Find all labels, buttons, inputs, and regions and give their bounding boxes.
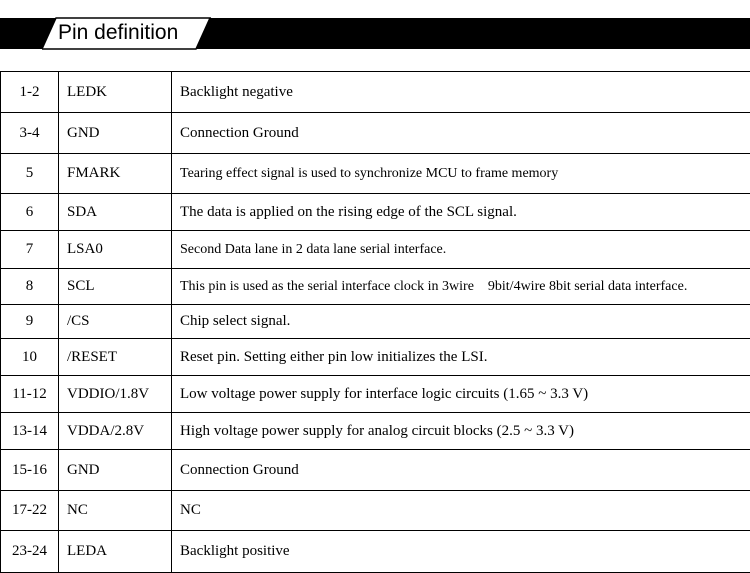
pin-name: LEDK	[59, 72, 172, 113]
pin-description: Tearing effect signal is used to synchronize MCU to frame memory	[172, 154, 750, 194]
pin-number: 9	[1, 305, 59, 339]
pin-number: 10	[1, 339, 59, 376]
pin-number: 11-12	[1, 376, 59, 413]
table-row	[1, 305, 750, 339]
pin-description: Second Data lane in 2 data lane serial interface.	[172, 231, 750, 269]
pin-name: GND	[59, 113, 172, 154]
pin-description: Low voltage power supply for interface logic circuits (1.65 ~ 3.3 V)	[172, 376, 750, 413]
table-row	[1, 72, 750, 113]
pin-number: 23-24	[1, 531, 59, 573]
pin-name: LEDA	[59, 531, 172, 573]
table-row	[1, 413, 750, 450]
pin-description: Connection Ground	[172, 450, 750, 491]
pin-number: 1-2	[1, 72, 59, 113]
table-row	[1, 491, 750, 531]
pin-description: NC	[172, 491, 750, 531]
pin-description: Backlight negative	[172, 72, 750, 113]
pin-number: 5	[1, 154, 59, 194]
pin-name: NC	[59, 491, 172, 531]
pin-name: VDDIO/1.8V	[59, 376, 172, 413]
pin-description: Reset pin. Setting either pin low initializes the LSI.	[172, 339, 750, 376]
pin-definition-table	[0, 71, 750, 573]
pin-name: FMARK	[59, 154, 172, 194]
pin-name: /RESET	[59, 339, 172, 376]
table-row	[1, 450, 750, 491]
pin-number: 13-14	[1, 413, 59, 450]
pin-name: GND	[59, 450, 172, 491]
pin-number: 7	[1, 231, 59, 269]
table-row	[1, 113, 750, 154]
pin-description: This pin is used as the serial interface clock in 3wire 9bit/4wire 8bit serial data interface.	[172, 269, 750, 305]
pin-name: /CS	[59, 305, 172, 339]
pin-description: Backlight positive	[172, 531, 750, 573]
table-row	[1, 269, 750, 305]
pin-number: 15-16	[1, 450, 59, 491]
pin-number: 6	[1, 194, 59, 231]
table-row	[1, 154, 750, 194]
pin-name: VDDA/2.8V	[59, 413, 172, 450]
table-row	[1, 531, 750, 573]
table-row	[1, 194, 750, 231]
table-row	[1, 376, 750, 413]
pin-number: 17-22	[1, 491, 59, 531]
pin-description: The data is applied on the rising edge of the SCL signal.	[172, 194, 750, 231]
pin-name: SDA	[59, 194, 172, 231]
pin-description: Connection Ground	[172, 113, 750, 154]
pin-name: LSA0	[59, 231, 172, 269]
pin-description: High voltage power supply for analog circuit blocks (2.5 ~ 3.3 V)	[172, 413, 750, 450]
page-title: Pin definition	[58, 18, 178, 48]
pin-number: 8	[1, 269, 59, 305]
table-row	[1, 231, 750, 269]
pin-description: Chip select signal.	[172, 305, 750, 339]
pin-number: 3-4	[1, 113, 59, 154]
table-row	[1, 339, 750, 376]
pin-name: SCL	[59, 269, 172, 305]
